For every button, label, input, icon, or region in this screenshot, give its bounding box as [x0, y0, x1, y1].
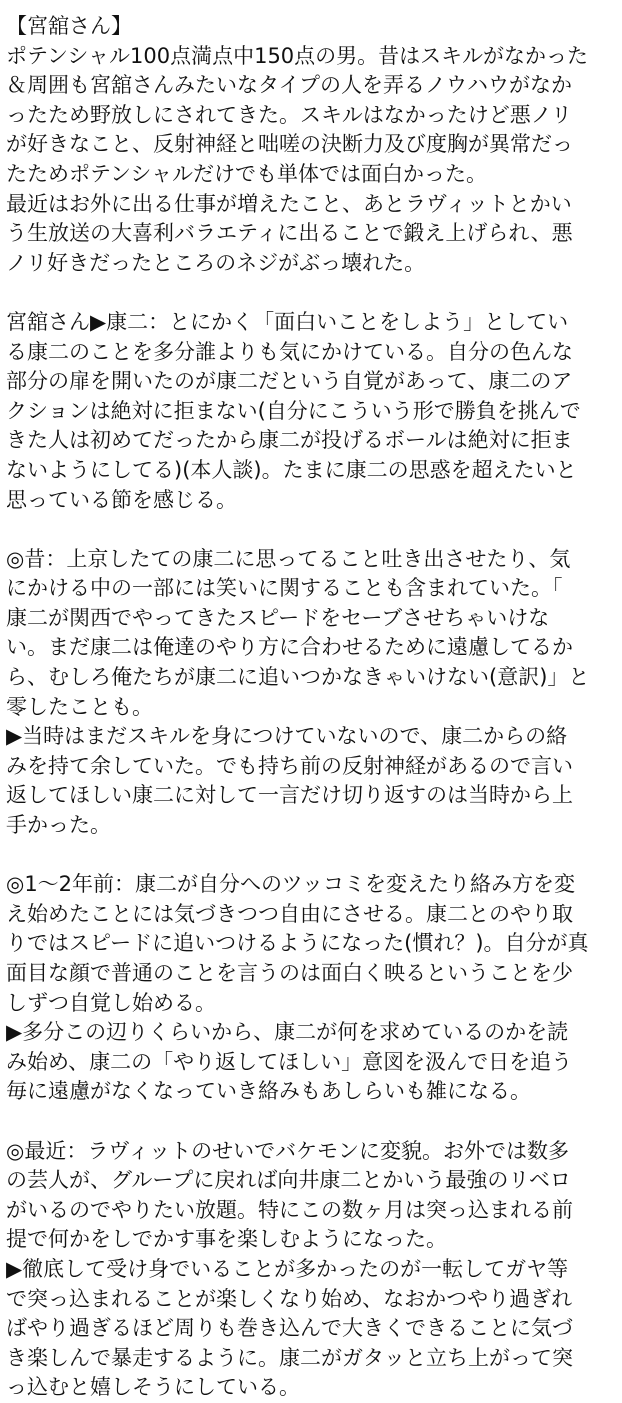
text-line: にかける中の一部には笑いに関することも含まれていた。「 [6, 576, 563, 601]
text-line: ◎最近：ラヴィットのせいでバケモンに変貌。お外では数多 [6, 1138, 570, 1163]
text-line: 思っている節を感じる。 [6, 487, 237, 512]
text-line: 手かった。 [6, 813, 111, 838]
text-line: ノリ好きだったところのネジがぶっ壊れた。 [6, 250, 426, 275]
paragraph-spacer [6, 1107, 614, 1137]
text-line: しずつ自覚し始める。 [6, 990, 216, 1015]
paragraph-intro [6, 12, 614, 278]
text-line: い。まだ康二は俺達のやり方に合わせるために遠慮してるか [6, 635, 573, 660]
text-line: で突っ込まれることが楽しくなり始め、なおかつやり過ぎれ [6, 1286, 573, 1311]
text-line: ポテンシャル100点満点中150点の男。昔はスキルがなかった [6, 43, 588, 68]
text-line: の芸人が、グループに戻れば向井康二とかいう最強のリベロ [6, 1168, 571, 1193]
text-line: 部分の扉を開いたのが康二だという自覚があって、康二のア [6, 369, 573, 394]
paragraph-spacer [6, 841, 614, 871]
paragraph-1-2-years-ago [6, 870, 614, 1107]
text-line: 毎に遠慮がなくなっていき絡みもあしらいも雑になる。 [6, 1079, 531, 1104]
text-line: う生放送の大喜利バラエティに出ることで鍛え上げられ、悪 [6, 221, 573, 246]
text-line: き楽しんで暴走するように。康二がガタッと立ち上がって突 [6, 1345, 573, 1370]
text-line: きた人は初めてだったから康二が投げるボールは絶対に拒ま [6, 428, 573, 453]
text-line: ▶徹底して受け身でいることが多かったのが一転してガヤ等 [6, 1256, 569, 1281]
paragraph-recent [6, 1137, 614, 1403]
text-line: 最近はお外に出る仕事が増えたこと、あとラヴィットとかい [6, 191, 572, 216]
text-line: 返してほしい康二に対して一言だけ切り返すのは当時から上 [6, 783, 573, 808]
text-line: みを持て余していた。でも持ち前の反射神経があるので言い [6, 753, 573, 778]
paragraph-spacer [6, 515, 614, 545]
text-line: 宮舘さん▶康二：とにかく「面白いことをしよう」としてい [6, 309, 569, 334]
paragraph-spacer [6, 278, 614, 308]
text-line: が好きなこと、反射神経と咄嗟の決断力及び度胸が異常だっ [6, 132, 573, 157]
text-line: ったため野放しにされてきた。スキルはなかったけど悪ノリ [6, 102, 572, 127]
text-line: 面目な顔で普通のことを言うのは面白く映るということを少 [6, 961, 573, 985]
text-line: 【宮舘さん】 [6, 14, 132, 38]
text-line: 提で何かをしでかす事を楽しむようになった。 [6, 1227, 447, 1252]
text-line: 康二が関西でやってきたスピードをセーブさせちゃいけな [6, 605, 550, 630]
text-line: ばやり過ぎるほど周りも巻き込んで大きくできることに気づ [6, 1316, 573, 1341]
text-line: クションは絶対に拒まない(自分にこういう形で勝負を挑んで [6, 398, 581, 423]
paragraph-relationship [6, 308, 614, 515]
text-line: ◎1～2年前：康二が自分へのツッコミを変えたり絡み方を変 [6, 872, 575, 897]
paragraph-past [6, 545, 614, 841]
text-line: ▶当時はまだスキルを身につけていないので、康二からの絡 [6, 724, 568, 749]
text-line: ▶多分この辺りくらいから、康二が何を求めているのかを読 [6, 1020, 569, 1045]
text-line: りではスピードに追いつけるようになった(慣れ？)。自分が真 [6, 931, 589, 956]
text-line: 零したことも。 [6, 694, 153, 719]
text-line: ＆周囲も宮舘さんみたいなタイプの人を弄るノウハウがなか [6, 73, 572, 98]
text-line: ら、むしろ俺たちが康二に追いつかなきゃいけない(意訳)」と [6, 665, 590, 690]
text-line: たためポテンシャルだけでも単体では面白かった。 [6, 161, 488, 186]
text-line: っ込むと嬉しそうにしている。 [6, 1375, 300, 1400]
text-line: え始めたことには気づきつつ自由にさせる。康二とのやり取 [6, 901, 573, 926]
text-line: ◎昔：上京したての康二に思ってること吐き出させたり、気 [6, 546, 571, 571]
text-line: る康二のことを多分誰よりも気にかけている。自分の色んな [6, 339, 573, 364]
text-line: み始め、康二の「やり返してほしい」意図を汲んで日を追う [6, 1049, 573, 1074]
text-line: ないようにしてる)(本人談)。たまに康二の思惑を超えたいと [6, 457, 577, 482]
text-line: がいるのでやりたい放題。特にこの数ヶ月は突っ込まれる前 [6, 1197, 573, 1222]
